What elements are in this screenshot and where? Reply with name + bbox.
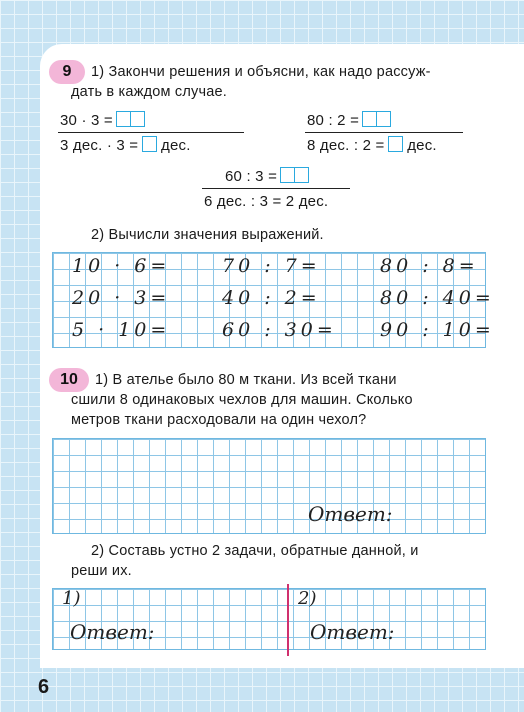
expression: 60 : 30=	[222, 319, 337, 341]
expression: 5 · 10=	[72, 319, 171, 341]
task-10-badge: 10	[49, 368, 89, 392]
answer-box[interactable]	[376, 111, 391, 127]
fraction-line	[58, 132, 244, 133]
task-10-text-line3: метров ткани расходовали на один чехол?	[71, 412, 367, 428]
expression: 40 : 2=	[222, 287, 321, 309]
equation-3-bottom: 6 дес. : 3 = 2 дес.	[204, 193, 329, 210]
answer-label-left: Ответ:	[70, 620, 155, 644]
task-10-text-line1: 1) В ателье было 80 м ткани. Из всей ткани	[95, 372, 397, 388]
task-9-instruction-line1: 1) Закончи решения и объясни, как надо рассуж-	[91, 64, 431, 80]
answer-box[interactable]	[294, 167, 309, 183]
fraction-line	[202, 188, 350, 189]
sub-problem-2-label: 2)	[298, 588, 317, 609]
equation-1-bottom: 3 дес. · 3 = дес.	[60, 137, 191, 154]
expression: 20 · 3=	[72, 287, 171, 309]
equation-3-top: 60 : 3 =	[225, 167, 309, 187]
workbook-page	[40, 44, 524, 668]
task-10-part2-line1: 2) Составь устно 2 задачи, обратные данной, и	[91, 543, 419, 559]
expression: 70 : 7=	[222, 255, 321, 277]
answer-label-right: Ответ:	[310, 620, 395, 644]
task-10-part2-line2: реши их.	[71, 563, 132, 579]
answer-box[interactable]	[142, 136, 157, 152]
answer-box[interactable]	[130, 111, 145, 127]
answer-box[interactable]	[388, 136, 403, 152]
equation-2-bottom: 8 дес. : 2 = дес.	[307, 137, 437, 154]
fraction-line	[305, 132, 463, 133]
equation-2-top: 80 : 2 =	[307, 111, 391, 131]
margin-divider	[287, 584, 289, 656]
task-9-instruction-line2: дать в каждом случае.	[71, 84, 227, 100]
expression: 80 : 40=	[380, 287, 495, 309]
task-9-part2: 2) Вычисли значения выражений.	[91, 227, 324, 243]
sub-problem-1-label: 1)	[62, 588, 81, 609]
task-9-badge: 9	[49, 60, 85, 84]
expression: 80 : 8=	[380, 255, 479, 277]
equation-1-top: 30 · 3 =	[60, 111, 145, 131]
task-10-text-line2: сшили 8 одинаковых чехлов для машин. Сколько	[71, 392, 413, 408]
answer-label: Ответ:	[308, 502, 393, 526]
expression: 10 · 6=	[72, 255, 171, 277]
page-number: 6	[38, 676, 50, 698]
solution-grid[interactable]	[52, 438, 486, 534]
expression: 90 : 10=	[380, 319, 495, 341]
